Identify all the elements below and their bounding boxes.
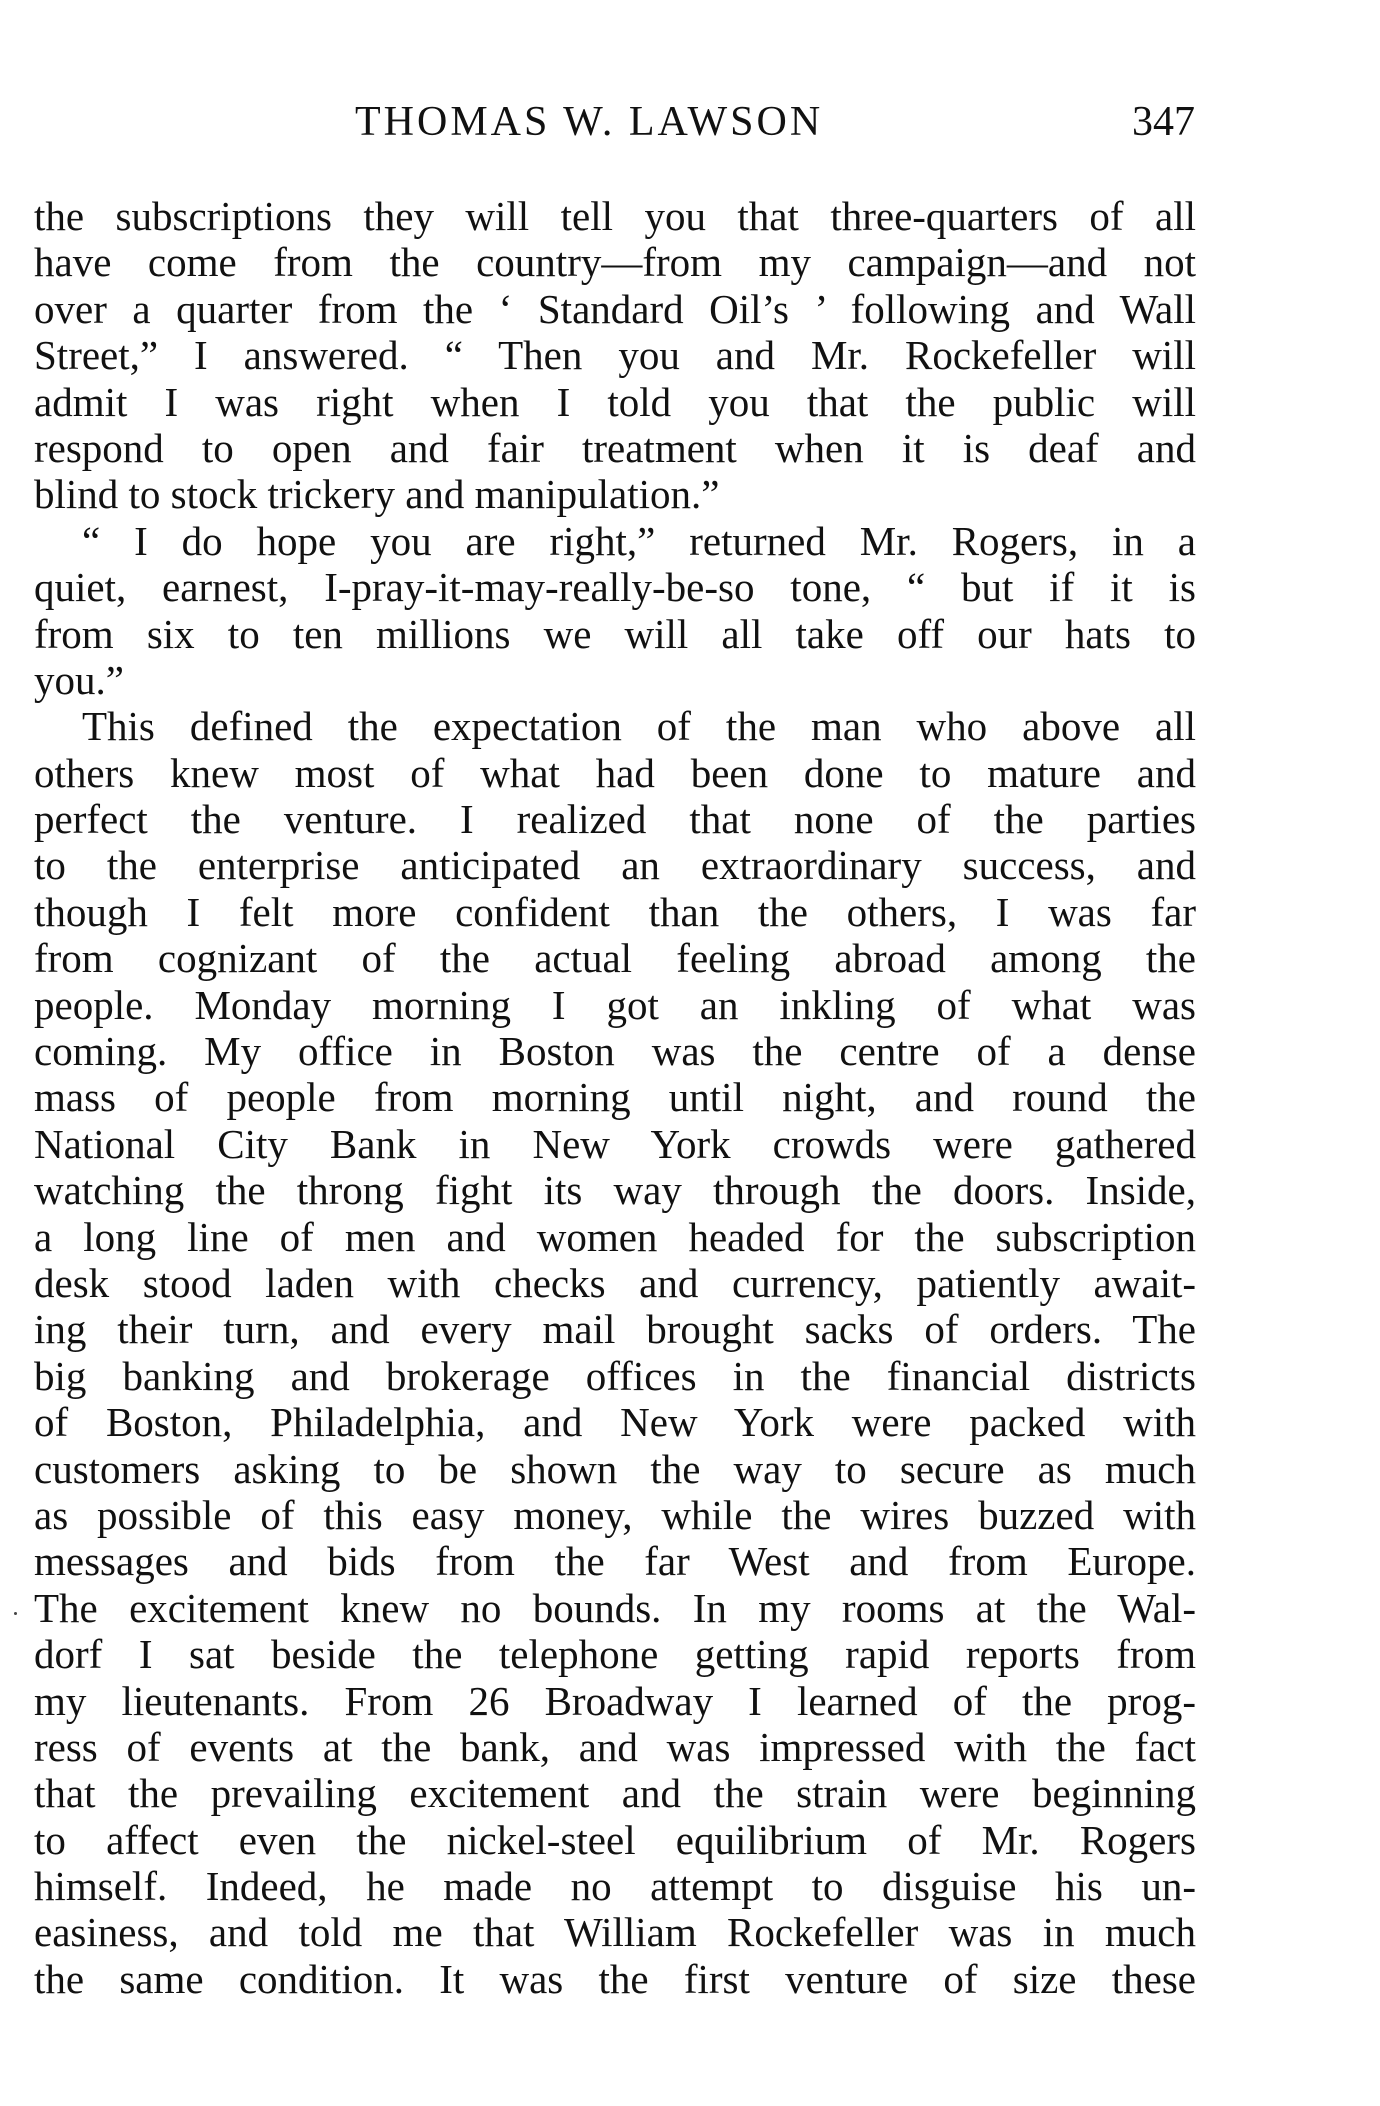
paragraph-start-line: “ I do hope you are right,” returned Mr. Rogers, in a [82, 517, 1196, 564]
text-line: of Boston, Philadelphia, and New York were packed with [34, 1399, 1196, 1446]
text-line: dorf I sat beside the telephone getting rapid reports from [34, 1631, 1196, 1678]
text-line: big banking and brokerage offices in the financial districts [34, 1352, 1196, 1399]
text-line: mass of people from morning until night, and round the [34, 1074, 1196, 1121]
text-line: ress of events at the bank, and was impressed with the fact [34, 1723, 1196, 1770]
running-head [0, 92, 1380, 152]
text-line: customers asking to be shown the way to secure as much [34, 1445, 1196, 1492]
text-line: to affect even the nickel-steel equilibrium of Mr. Rogers [34, 1816, 1196, 1863]
text-line: people. Monday morning I got an inkling of what was [34, 981, 1196, 1028]
text-line: a long line of men and women headed for the subscription [34, 1213, 1196, 1260]
text-line: to the enterprise anticipated an extraordinary success, and [34, 842, 1196, 889]
text-line: himself. Indeed, he made no attempt to disguise his un- [34, 1863, 1196, 1910]
text-line: blind to stock trickery and manipulation.” [34, 471, 720, 518]
text-line: the same condition. It was the first venture of size these [34, 1955, 1196, 2002]
text-line: from cognizant of the actual feeling abroad among the [34, 935, 1196, 982]
text-line: coming. My office in Boston was the centre of a dense [34, 1028, 1196, 1075]
text-line: Street,” I answered. “ Then you and Mr. Rockefeller will [34, 332, 1196, 379]
text-line: quiet, earnest, I-pray-it-may-really-be-so tone, “ but if it is [34, 564, 1196, 611]
text-line: that the prevailing excitement and the strain were beginning [34, 1770, 1196, 1817]
body-text [34, 193, 1196, 2002]
text-line: perfect the venture. I realized that none of the parties [34, 796, 1196, 843]
text-line: watching the throng fight its way through the doors. Inside, [34, 1167, 1196, 1214]
text-line: messages and bids from the far West and from Europe. [34, 1538, 1196, 1585]
text-line: from six to ten millions we will all take off our hats to [34, 610, 1196, 657]
text-line: ing their turn, and every mail brought sacks of orders. The [34, 1306, 1196, 1353]
page-number: 347 [1132, 99, 1195, 145]
text-line: have come from the country—from my campaign—and not [34, 239, 1196, 286]
text-line: though I felt more confident than the others, I was far [34, 888, 1196, 935]
text-line: The excitement knew no bounds. In my rooms at the Wal- [34, 1584, 1196, 1631]
text-line: the subscriptions they will tell you that three-quarters of all [34, 193, 1196, 239]
text-line: National City Bank in New York crowds were gathered [34, 1120, 1196, 1167]
text-line: desk stood laden with checks and currency, patiently await- [34, 1259, 1196, 1306]
text-line: respond to open and fair treatment when it is deaf and [34, 424, 1196, 471]
text-line: easiness, and told me that William Rockefeller was in much [34, 1909, 1196, 1956]
print-speck [14, 1612, 17, 1615]
text-line: you.” [34, 656, 124, 703]
text-line: others knew most of what had been done to mature and [34, 749, 1196, 796]
paragraph-start-line: This defined the expectation of the man who above all [82, 703, 1196, 750]
text-line: over a quarter from the ‘ Standard Oil’s ’ following and Wall [34, 285, 1196, 332]
running-title: THOMAS W. LAWSON [355, 99, 824, 145]
text-line: my lieutenants. From 26 Broadway I learned of the prog- [34, 1677, 1196, 1724]
text-line: admit I was right when I told you that the public will [34, 378, 1196, 425]
text-line: as possible of this easy money, while the wires buzzed with [34, 1491, 1196, 1538]
